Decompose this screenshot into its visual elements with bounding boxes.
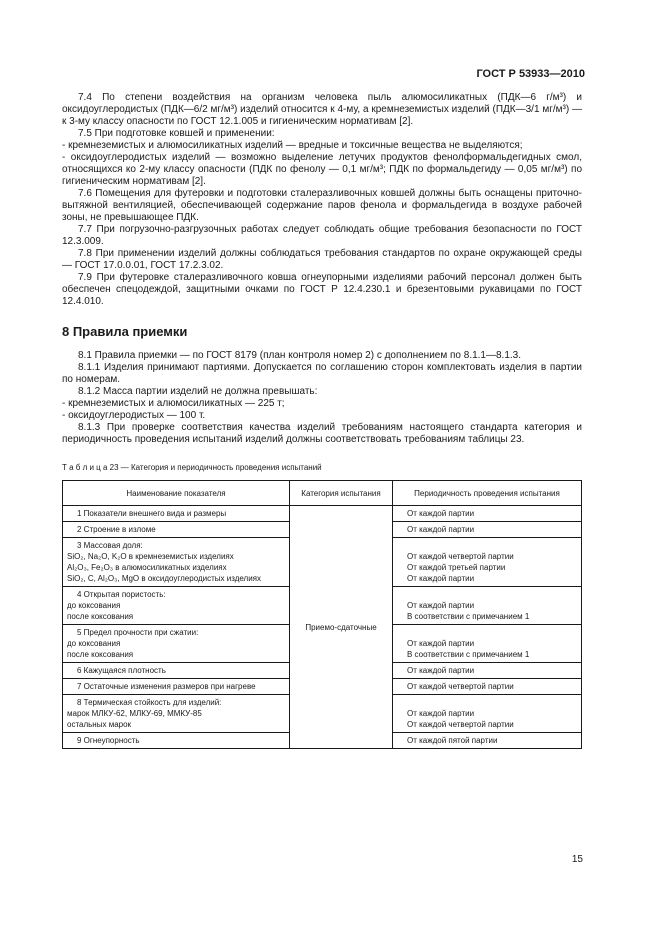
row-8-line-2: остальных марок — [67, 720, 132, 729]
row-4-name — [63, 587, 290, 625]
document-body — [62, 92, 582, 749]
paragraph-7-7: 7.7 При погрузочно-разгрузочных работах следует соблюдать общие требования безопасности по ГОСТ 12.3.009. — [62, 224, 582, 247]
page-number: 15 — [571, 854, 583, 865]
row-7-name: 7 Остаточные изменения размеров при нагреве — [63, 679, 290, 695]
row-4-period-2: В соответствии с примечанием 1 — [407, 612, 530, 621]
row-8-period-1: От каждой партии — [407, 709, 475, 718]
row-5-title: 5 Предел прочности при сжатии: — [77, 628, 199, 637]
row-9-period: От каждой пятой партии — [393, 733, 582, 749]
paragraph-7-6: 7.6 Помещения для футеровки и подготовки сталеразливочных ковшей должны быть оснащены приточно-вытяжной вентиляцией, обеспечивающей содержание паров фенола и формальдегида в воздухе рабочей зоны, не превышающее ПДК. — [62, 188, 582, 223]
header-periodicity: Периодичность проведения испытания — [393, 481, 582, 506]
row-5-line-1: до коксования — [67, 639, 121, 648]
row-7-period: От каждой четвертой партии — [393, 679, 582, 695]
row-8-period — [393, 695, 582, 733]
table-caption: Т а б л и ц а 23 — Категория и периодичность проведения испытаний — [62, 463, 322, 472]
row-3-line-3: SiO₂, C, Al₂O₃, MgO в оксидоуглеродистых изделиях — [67, 574, 262, 583]
paragraph-7-9: 7.9 При футеровке сталеразливочного ковша огнеупорными изделиями рабочий персонал должен быть обеспечен спецодеждой, защитными очками по ГОСТ Р 12.4.230.1 и брезентовыми рукавицами по ГОСТ 12.4.010. — [62, 272, 582, 307]
row-5-period — [393, 625, 582, 663]
row-8-title: 8 Термическая стойкость для изделий: — [77, 698, 222, 707]
row-3-period-3: От каждой партии — [407, 574, 475, 583]
row-3-period-1: От каждой четвертой партии — [407, 552, 514, 561]
table-23 — [62, 480, 582, 749]
row-4-period — [393, 587, 582, 625]
paragraph-8-1: 8.1 Правила приемки — по ГОСТ 8179 (план контроля номер 2) с дополнением по 8.1.1—8.1.3. — [78, 350, 522, 361]
category-cell: Приемо-сдаточные — [290, 506, 393, 749]
paragraph-8-1-2: 8.1.2 Масса партии изделий не должна превышать: — [78, 386, 318, 397]
row-4-line-1: до коксования — [67, 601, 121, 610]
header-category: Категория испытания — [290, 481, 393, 506]
row-5-line-2: после коксования — [67, 650, 134, 659]
row-3-line-2: Al₂O₃, Fe₂O₃ в алюмосиликатных изделиях — [67, 563, 227, 572]
row-3-name — [63, 538, 290, 587]
paragraph-8-1-2-a: - кремнеземистых и алюмосиликатных — 225 т; — [62, 398, 285, 409]
table-header-row — [63, 481, 582, 506]
row-1-period: От каждой партии — [393, 506, 582, 522]
row-5-period-2: В соответствии с примечанием 1 — [407, 650, 530, 659]
paragraph-7-5-a: - кремнеземистых и алюмосиликатных изделий — вредные и токсичные вещества не выделяются; — [62, 140, 523, 151]
paragraph-7-5-b: - оксидоуглеродистых изделий — возможно выделение летучих продуктов фенолформальдегидных смол, относящихся ко 2-му классу опасности (ПДК по фенолу — 0,1 мг/м³; ПДК по формальдегиду — 0,05 мг/м³) по гигиеническим нормативам [2]. — [62, 152, 582, 187]
row-8-line-1: марок МЛКУ-62, МЛКУ-69, ММКУ-85 — [67, 709, 202, 718]
row-1-name: 1 Показатели внешнего вида и размеры — [63, 506, 290, 522]
section-8-heading: 8 Правила приемки — [62, 324, 188, 339]
row-8-period-2: От каждой четвертой партии — [407, 720, 514, 729]
header-indicator: Наименование показателя — [63, 481, 290, 506]
row-3-period — [393, 538, 582, 587]
paragraph-8-1-2-b: - оксидоуглеродистых — 100 т. — [62, 410, 206, 421]
row-8-name — [63, 695, 290, 733]
document-header: ГОСТ Р 53933—2010 — [476, 68, 585, 80]
row-5-period-1: От каждой партии — [407, 639, 475, 648]
paragraph-8-1-1: 8.1.1 Изделия принимают партиями. Допускается по соглашению сторон комплектовать изделия в партии по номерам. — [62, 362, 582, 385]
row-4-line-2: после коксования — [67, 612, 134, 621]
row-3-period-2: От каждой третьей партии — [407, 563, 506, 572]
paragraph-7-5: 7.5 При подготовке ковшей и применении: — [78, 128, 275, 139]
paragraph-7-8: 7.8 При применении изделий должны соблюдаться требования стандартов по охране окружающей среды — ГОСТ 17.0.0.01, ГОСТ 17.2.3.02. — [62, 248, 582, 271]
row-2-name: 2 Строение в изломе — [63, 522, 290, 538]
row-4-title: 4 Открытая пористость: — [77, 590, 166, 599]
row-6-name: 6 Кажущаяся плотность — [63, 663, 290, 679]
row-3-line-1: SiO₂, Na₂O, K₂O в кремнеземистых изделиях — [67, 552, 234, 561]
paragraph-7-4: 7.4 По степени воздействия на организм человека пыль алюмосиликатных (ПДК—6 г/м³) и оксидоуглеродистых (ПДК—6/2 мг/м³) изделий относится к 4-му, а кремнеземистых изделий (ПДК—3/1 мг/м³) — к 3-му классу опасности по ГОСТ 12.1.005 и гигиеническим нормативам [2]. — [62, 92, 582, 127]
row-6-period: От каждой партии — [393, 663, 582, 679]
table-row — [63, 506, 582, 522]
row-4-period-1: От каждой партии — [407, 601, 475, 610]
row-5-name — [63, 625, 290, 663]
paragraph-8-1-3: 8.1.3 При проверке соответствия качества изделий требованиям настоящего стандарта категория и периодичность проведения испытаний изделий должны соответствовать требованиям таблицы 23. — [62, 422, 582, 445]
row-3-title: 3 Массовая доля: — [77, 541, 143, 550]
row-2-period: От каждой партии — [393, 522, 582, 538]
row-9-name: 9 Огнеупорность — [63, 733, 290, 749]
